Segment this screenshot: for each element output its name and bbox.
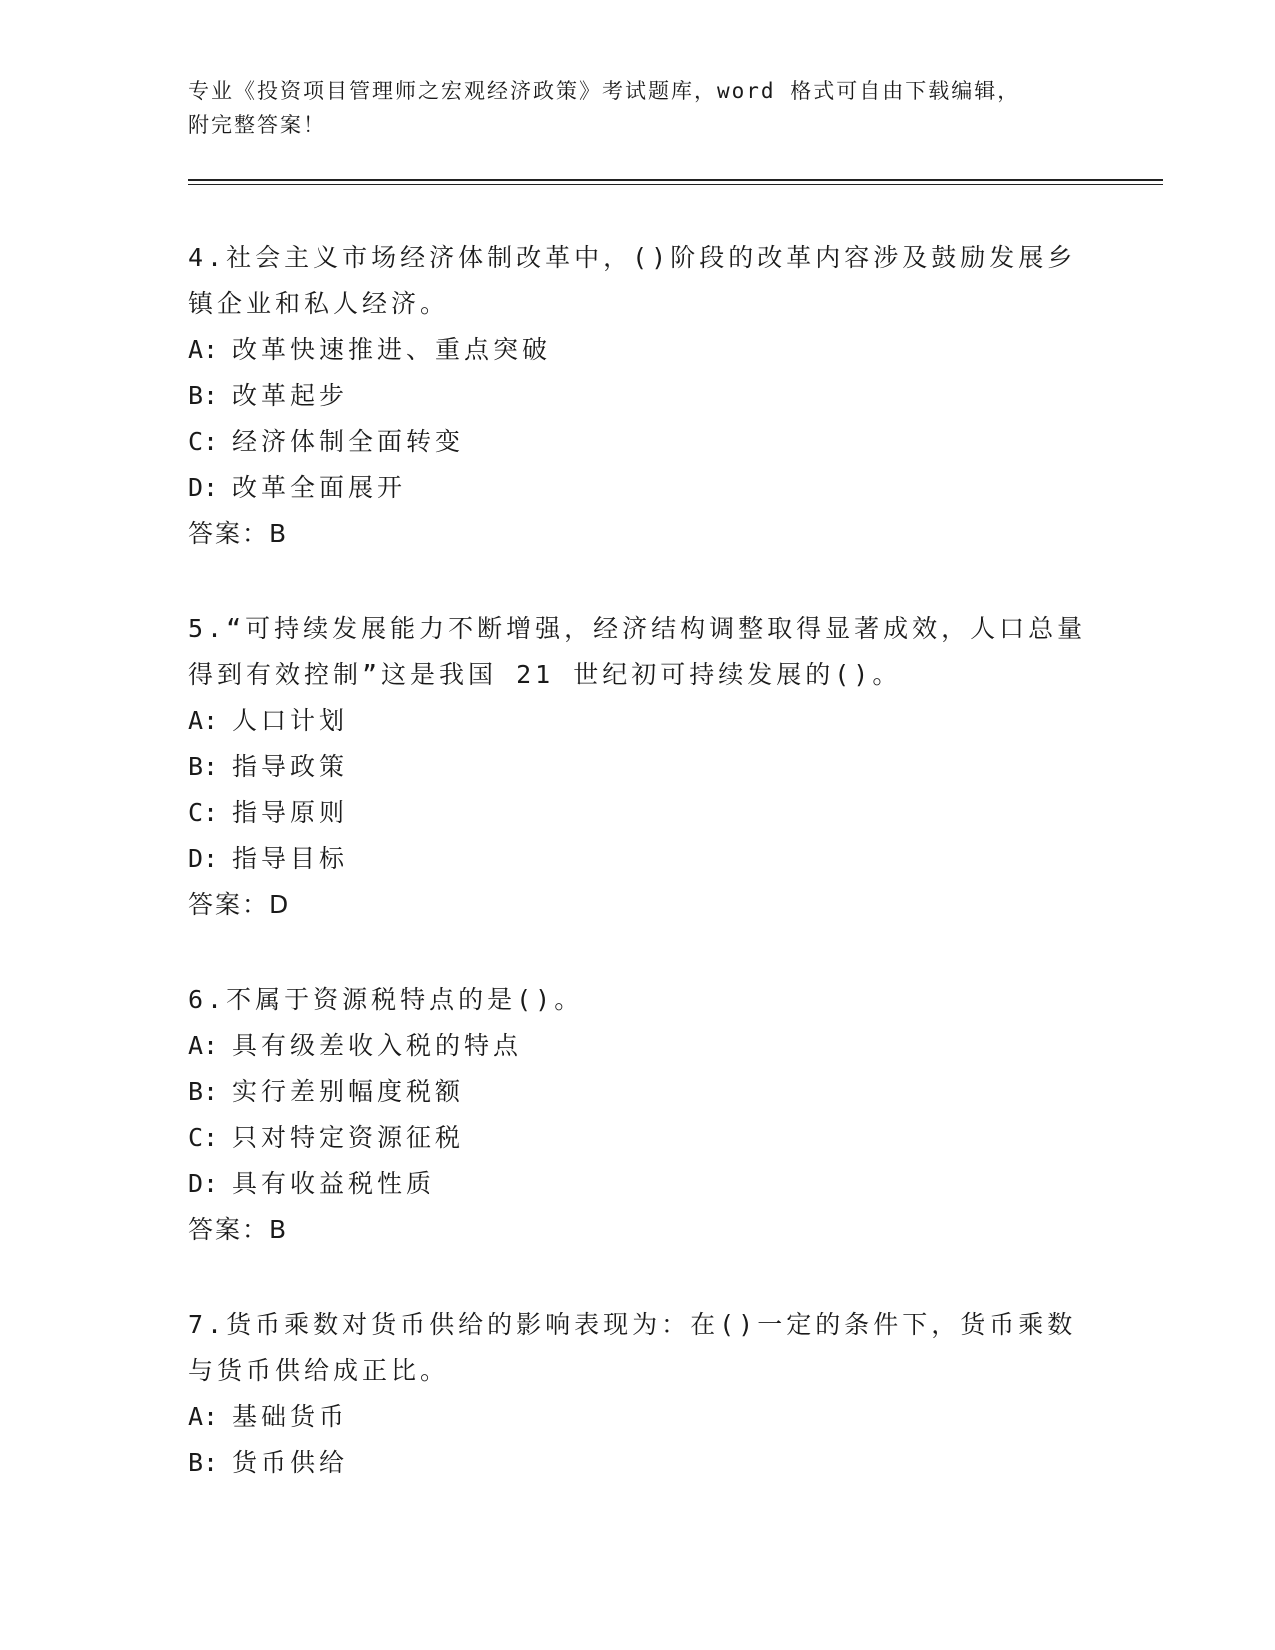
- option-letter: D:: [188, 844, 219, 873]
- option-text: 实行差别幅度税额: [232, 1077, 465, 1106]
- option-text: 具有收益税性质: [232, 1169, 436, 1198]
- option-letter: C:: [188, 798, 219, 827]
- answer-line: 答案：D: [188, 890, 291, 919]
- question-item: [188, 977, 1088, 1253]
- answer-line: 答案：B: [188, 519, 289, 548]
- option-b: [188, 373, 1088, 419]
- document-header: [188, 74, 1088, 142]
- header-line-2: 附完整答案！: [188, 113, 326, 137]
- option-letter: B:: [188, 1448, 219, 1477]
- option-c: [188, 419, 1088, 465]
- option-b: [188, 1069, 1088, 1115]
- question-item: [188, 606, 1088, 928]
- option-text: 经济体制全面转变: [232, 427, 465, 456]
- question-stem: 6.不属于资源税特点的是()。: [188, 985, 584, 1014]
- option-d: [188, 836, 1088, 882]
- option-text: 改革起步: [232, 381, 349, 410]
- option-letter: D:: [188, 1169, 219, 1198]
- question-item: [188, 1302, 1088, 1486]
- header-divider-top: [188, 179, 1163, 181]
- option-a: [188, 698, 1088, 744]
- option-letter: A:: [188, 1402, 219, 1431]
- option-letter: D:: [188, 473, 219, 502]
- option-c: [188, 1115, 1088, 1161]
- option-letter: B:: [188, 381, 219, 410]
- option-text: 改革快速推进、重点突破: [232, 335, 552, 364]
- option-text: 指导目标: [232, 844, 349, 873]
- option-b: [188, 744, 1088, 790]
- option-text: 指导政策: [232, 752, 349, 781]
- option-text: 基础货币: [232, 1402, 349, 1431]
- option-b: [188, 1440, 1088, 1486]
- option-letter: C:: [188, 427, 219, 456]
- option-letter: B:: [188, 1077, 219, 1106]
- option-c: [188, 790, 1088, 836]
- question-list: [188, 235, 1088, 1535]
- option-letter: A:: [188, 1031, 219, 1060]
- option-d: [188, 465, 1088, 511]
- option-letter: C:: [188, 1123, 219, 1152]
- option-text: 改革全面展开: [232, 473, 407, 502]
- option-letter: B:: [188, 752, 219, 781]
- header-line-1: 专业《投资项目管理师之宏观经济政策》考试题库，word 格式可自由下载编辑，: [188, 79, 1021, 103]
- option-a: [188, 1023, 1088, 1069]
- option-a: [188, 327, 1088, 373]
- option-text: 货币供给: [232, 1448, 349, 1477]
- option-letter: A:: [188, 706, 219, 735]
- option-letter: A:: [188, 335, 219, 364]
- option-text: 只对特定资源征税: [232, 1123, 465, 1152]
- question-stem: 5.“可持续发展能力不断增强，经济结构调整取得显著成效，人口总量得到有效控制”这是我国 21 世纪初可持续发展的()。: [188, 614, 1087, 689]
- option-text: 具有级差收入税的特点: [232, 1031, 523, 1060]
- option-a: [188, 1394, 1088, 1440]
- option-text: 指导原则: [232, 798, 349, 827]
- question-stem: 7.货币乘数对货币供给的影响表现为：在()一定的条件下，货币乘数与货币供给成正比。: [188, 1310, 1077, 1385]
- question-item: [188, 235, 1088, 557]
- option-d: [188, 1161, 1088, 1207]
- question-stem: 4.社会主义市场经济体制改革中，()阶段的改革内容涉及鼓励发展乡镇企业和私人经济。: [188, 243, 1077, 318]
- header-divider-bottom: [188, 184, 1163, 185]
- answer-line: 答案：B: [188, 1215, 289, 1244]
- option-text: 人口计划: [232, 706, 349, 735]
